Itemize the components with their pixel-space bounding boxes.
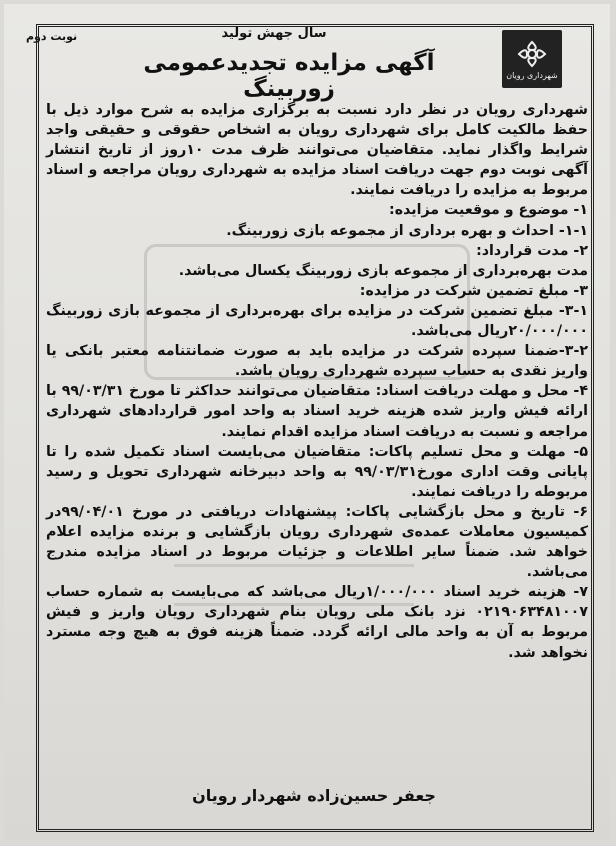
- section-7: ۷- هزینه خرید اسناد ۱/۰۰۰/۰۰۰ریال می‌باشد که می‌بایست به شماره حساب ۰۲۱۹۰۶۳۴۸۱۰۰۷ نزد بانک ملی رویان بنام شهرداری رویان واریز و فیش مربوط به آن به واحد مالی ارائه گردد. ضمناً هزینه فوق به هیچ وجه مسترد نخواهد شد.: [46, 584, 588, 661]
- logo-text: شهرداری رویان: [506, 70, 558, 80]
- intro-paragraph: شهرداری رویان در نظر دارد نسبت به برگزاری مزایده به شرح موارد ذیل با حفظ مالکیت کامل برای شهرداری رویان به اشخاص حقوقی و حقیقی واجد شرایط واگذار نماید. متقاضیان می‌توانند ظرف مدت ۱۰روز از تاریخ انتشار آگهی نوبت دوم جهت دریافت اسناد مزایده به شهرداری رویان مراجعه و اسناد مربوط به مزایده را دریافت نمایند.: [46, 102, 588, 199]
- section-3-1: ۳-۱- مبلغ تضمین شرکت در مزایده برای بهره‌برداری از مجموعه بازی زوربینگ ۲۰/۰۰۰/۰۰۰ریال می‌باشد.: [46, 302, 588, 340]
- section-2-heading: ۲- مدت قرارداد:: [476, 242, 588, 259]
- notice-body: [46, 100, 588, 663]
- section-6: ۶- تاریخ و محل بازگشایی پاکات: پیشنهادات دریافتی در مورخ ۹۹/۰۴/۰۱در کمیسیون معاملات عمده‌ی شهرداری رویان بازگشایی و برنده مزایده اعلام خواهد شد. ضمناً سایر اطلاعات و جزئیات مربوط در اسناد مزایده مندرج می‌باشد.: [46, 503, 588, 581]
- section-5: ۵- مهلت و محل تسلیم پاکات: متقاضیان می‌بایست اسناد تکمیل شده را تا پایانی وقت اداری مورخ۹۹/۰۳/۳۱ به واحد دبیرخانه شهرداری تحویل و رسید مربوطه را دریافت نمایند.: [46, 443, 588, 500]
- section-3-heading: ۳- مبلغ تضمین شرکت در مزایده:: [359, 282, 588, 299]
- publication-round-tag: نوبت دوم: [26, 30, 78, 43]
- section-1-heading: ۱- موضوع و موقعیت مزایده:: [389, 202, 588, 219]
- section-4: ۴- محل و مهلت دریافت اسناد: متقاضیان می‌توانند حداکثر تا مورخ ۹۹/۰۳/۳۱ با ارائه فیش واریز شده هزینه خرید اسناد به واحد امور قراردادهای شهرداری مراجعه و نسبت به دریافت اسناد مزایده اقدام نمایند.: [46, 383, 588, 440]
- flower-emblem-icon: [515, 39, 549, 69]
- municipality-logo: [502, 30, 562, 88]
- section-2-text: مدت بهره‌برداری از مجموعه بازی زوربینگ یکسال می‌باشد.: [178, 262, 588, 279]
- section-1-1: ۱-۱- احداث و بهره برداری از مجموعه بازی زوربینگ.: [226, 222, 588, 239]
- year-slogan: سال جهش تولید: [221, 26, 327, 41]
- newspaper-clipping: [4, 4, 610, 840]
- signature-line: جعفر حسین‌زاده شهردار رویان: [192, 786, 436, 805]
- notice-title: آگهی مزایده تجدیدعمومی زوربینگ: [143, 50, 435, 102]
- section-3-2: ۳-۲-ضمنا سپرده شرکت در مزایده باید به صورت ضمانتنامه معتبر بانکی یا واریز نقدی به حساب سپرده شهرداری رویان باشد.: [46, 343, 588, 380]
